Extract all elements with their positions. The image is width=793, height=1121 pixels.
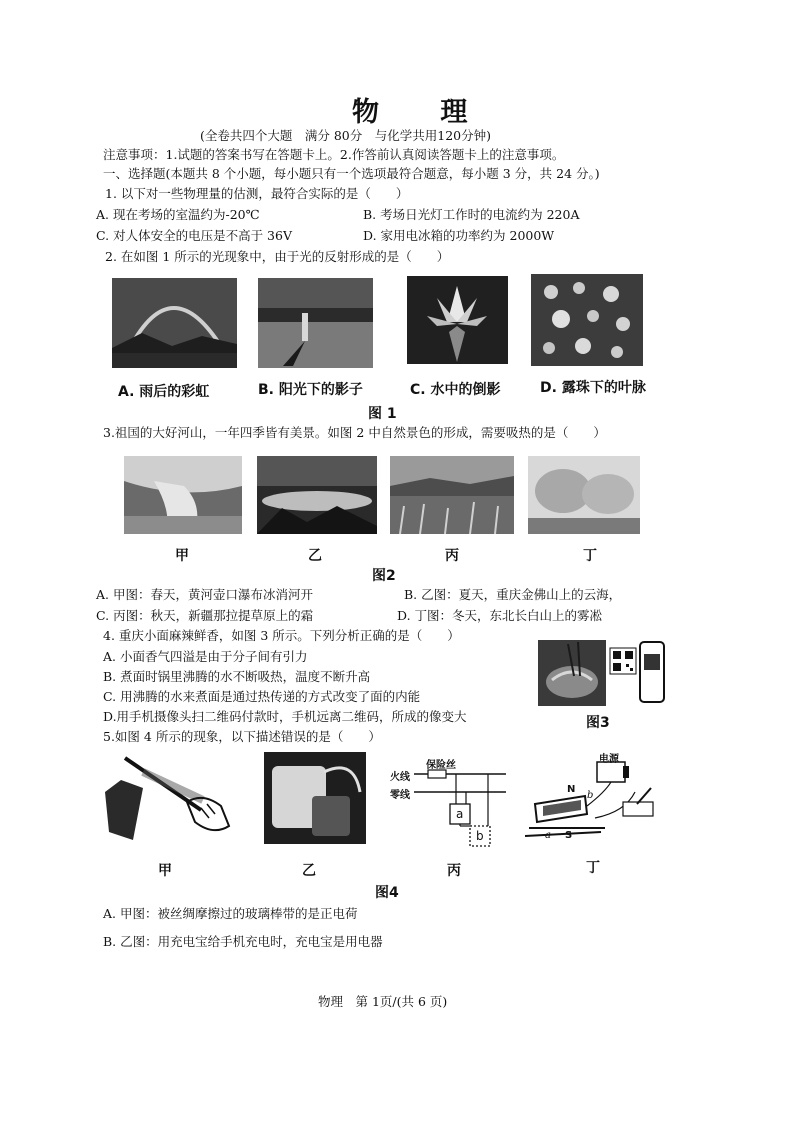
figure-3-label: 图3: [586, 715, 610, 731]
figure-2-label: 图2: [372, 568, 396, 584]
q3-label-yi: 乙: [308, 548, 322, 564]
q5-option-a: A. 甲图：被丝绸摩擦过的玻璃棒带的是正电荷: [103, 906, 358, 921]
page-title: 物 理: [352, 97, 494, 128]
q4-option-c: C. 用沸腾的水来煮面是通过热传递的方式改变了面的内能: [103, 689, 421, 704]
motor-s-label: S: [565, 830, 573, 841]
sea-of-clouds-photo: [257, 456, 377, 534]
q1-option-d: D. 家用电冰箱的功率约为 2000W: [363, 228, 555, 243]
q2-caption-a: A. 雨后的彩虹: [118, 384, 210, 400]
q1-stem: 1. 以下对一些物理量的估测，最符合实际的是（ ）: [105, 186, 409, 201]
q5-label-ding: 丁: [586, 860, 600, 876]
glass-rod-silk-drawing: [103, 752, 235, 844]
motor-b-label: b: [587, 790, 594, 801]
q2-caption-c: C. 水中的倒影: [410, 382, 501, 398]
electromagnetic-setup-drawing: [525, 752, 665, 844]
q3-option-d: D. 丁图：冬天，东北长白山上的雾凇: [397, 608, 603, 623]
q2-caption-d: D. 露珠下的叶脉: [540, 380, 646, 396]
home-circuit-diagram: [388, 756, 508, 848]
q1-option-a: A. 现在考场的室温约为-20℃: [96, 207, 260, 222]
circuit-b-label: b: [476, 829, 484, 843]
motor-n-label: N: [567, 784, 576, 795]
subtitle: (全卷共四个大题 满分 80分 与化学共用120分钟): [200, 128, 491, 143]
q5-label-bing: 丙: [447, 863, 461, 879]
rime-photo: [528, 456, 640, 534]
q3-label-bing: 丙: [445, 548, 459, 564]
q5-label-yi: 乙: [302, 863, 316, 879]
shadow-photo: [258, 278, 373, 368]
q2-caption-b: B. 阳光下的影子: [258, 382, 363, 398]
circuit-fuse-label: 保险丝: [426, 760, 456, 771]
q5-stem: 5.如图 4 所示的现象，以下描述错误的是（ ）: [103, 729, 381, 744]
power-bank-photo: [264, 752, 366, 844]
figure-4-label: 图4: [375, 885, 399, 901]
circuit-a-label: a: [456, 807, 464, 821]
q5-label-jia: 甲: [158, 863, 172, 879]
figure-1-label: 图 1: [368, 406, 397, 422]
rainbow-photo: [112, 278, 237, 368]
page-footer: 物理 第 1页/(共 6 页): [318, 994, 448, 1009]
dew-leaf-photo: [531, 274, 643, 366]
q3-label-ding: 丁: [583, 548, 597, 564]
q3-option-a: A. 甲图：春天，黄河壶口瀑布冰消河开: [96, 587, 313, 602]
q3-option-b: B. 乙图：夏天，重庆金佛山上的云海，: [404, 587, 622, 602]
motor-a-label: a: [545, 830, 551, 841]
q1-option-b: B. 考场日光灯工作时的电流约为 220A: [363, 207, 580, 222]
q4-option-d: D.用手机摄像头扫二维码付款时，手机远离二维码，所成的像变大: [103, 709, 467, 724]
q1-option-c: C. 对人体安全的电压是不高于 36V: [96, 228, 292, 243]
q3-stem: 3.祖国的大好河山，一年四季皆有美景。如图 2 中自然景色的形成，需要吸热的是（ ）: [103, 425, 606, 440]
q3-option-c: C. 丙图：秋天，新疆那拉提草原上的霜: [96, 608, 314, 623]
motor-power-label: 电源: [599, 754, 619, 765]
q4-option-b: B. 煮面时锅里沸腾的水不断吸热，温度不断升高: [103, 669, 371, 684]
q2-stem: 2. 在如图 1 所示的光现象中，由于光的反射形成的是（ ）: [105, 249, 450, 264]
circuit-neutral-wire-label: 零线: [390, 790, 410, 801]
notice: 注意事项：1.试题的答案书写在答题卡上。2.作答前认真阅读答题卡上的注意事项。: [103, 147, 565, 162]
q3-label-jia: 甲: [175, 548, 189, 564]
noodles-qr-image: [538, 640, 666, 706]
section-heading: 一、选择题(本题共 8 个小题，每小题只有一个选项最符合题意，每小题 3 分，共 24 分。): [103, 166, 600, 181]
circuit-fire-wire-label: 火线: [390, 772, 410, 783]
q5-option-b: B. 乙图：用充电宝给手机充电时，充电宝是用电器: [103, 934, 383, 949]
q4-stem: 4. 重庆小面麻辣鲜香，如图 3 所示。下列分析正确的是（ ）: [103, 628, 460, 643]
frost-grassland-photo: [390, 456, 514, 534]
waterfall-photo: [124, 456, 242, 534]
lotus-reflection-photo: [407, 276, 508, 364]
q4-option-a: A. 小面香气四溢是由于分子间有引力: [103, 649, 308, 664]
